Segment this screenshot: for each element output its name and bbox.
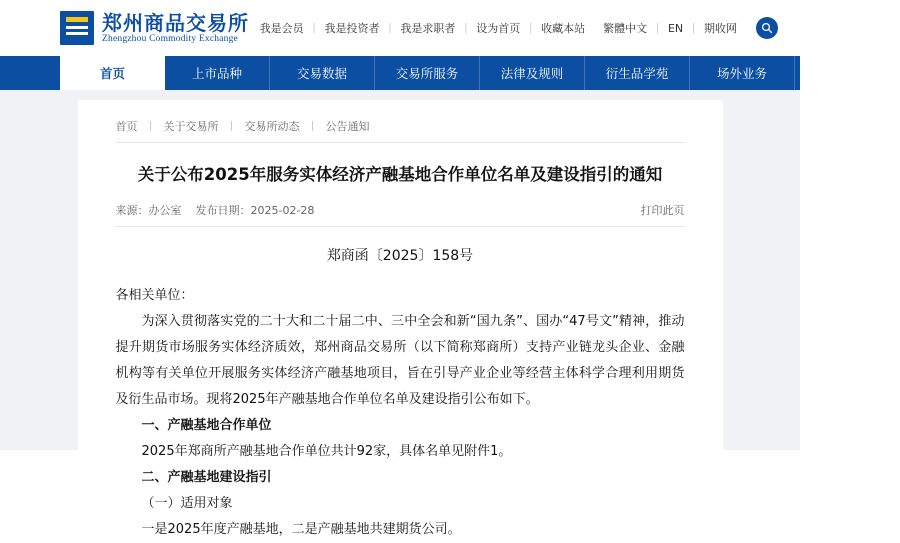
main-nav — [0, 56, 879, 90]
header-link-investor[interactable]: 我是投资者 — [324, 22, 380, 35]
page-title: 关于公布2025年服务实体经济产融基地合作单位名单及建设指引的通知 — [137, 165, 663, 184]
zce-logo-icon — [60, 11, 94, 45]
article-subsection-heading: （一）适用对象 — [141, 495, 233, 511]
breadcrumb-item-home[interactable]: 首页 — [115, 120, 138, 133]
article-paragraph: 各相关单位： — [115, 287, 194, 303]
article-section-heading: 一、产融基地合作单位 — [141, 417, 272, 433]
header-link-traditional-chinese[interactable]: 繁體中文 — [603, 22, 648, 35]
header-link-divider: | — [529, 22, 533, 34]
header-link-member[interactable]: 我是会员 — [259, 22, 304, 35]
breadcrumb-item-news[interactable]: 交易所动态 — [244, 120, 300, 133]
logo-title-cn: 郑州商品交易所 — [102, 11, 249, 35]
header-link-divider: | — [656, 22, 659, 34]
site-logo[interactable] — [60, 11, 249, 45]
article-card — [78, 100, 723, 543]
breadcrumb — [116, 112, 685, 143]
site-header — [0, 0, 800, 56]
article-meta — [116, 202, 685, 227]
header-link-bookmark[interactable]: 收藏本站 — [541, 22, 586, 35]
breadcrumb-item-announcements[interactable]: 公告通知 — [325, 120, 370, 133]
header-link-divider: | — [464, 22, 468, 34]
header-link-jobseeker[interactable]: 我是求职者 — [400, 22, 456, 35]
header-link-english[interactable]: EN — [667, 21, 684, 35]
document-number: 郑商函〔2025〕158号 — [326, 247, 474, 264]
article-date: 发布日期：2025-02-28 — [195, 203, 315, 217]
article-paragraph: 一是2025年度产融基地，二是产融基地共建期货公司。 — [141, 521, 461, 537]
header-link-set-homepage[interactable]: 设为首页 — [476, 22, 521, 35]
breadcrumb-separator: 丨 — [145, 120, 156, 133]
header-link-divider: | — [692, 22, 695, 34]
header-utility-links — [260, 17, 778, 39]
nav-item-exchange-services[interactable]: 交易所服务 — [375, 56, 480, 90]
nav-item-listed-products[interactable]: 上市品种 — [165, 56, 270, 90]
nav-item-otc-business[interactable]: 场外业务 — [690, 56, 795, 90]
header-link-futures-net[interactable]: 期收网 — [704, 22, 737, 35]
article-paragraph: 为深入贯彻落实党的二十大和二十届二中、三中全会和新“国九条”、国办“47号文”精神，推动提升期货市场服务实体经济质效，郑州商品交易所（以下简称郑商所）支持产业链龙头企业、金融机构等有关单位开展服务实体经济产融基地项目，旨在引导产业企业等经营主体科学合理利用期货及衍生品市场。现将2025年产融基地合作单位名单及建设指引公布如下。 — [115, 313, 685, 407]
article-source: 来源：办公室 — [115, 203, 182, 217]
breadcrumb-item-about[interactable]: 关于交易所 — [163, 120, 219, 133]
nav-item-about-exchange[interactable]: 关于交易所 — [795, 56, 900, 90]
article-section-heading: 二、产融基地建设指引 — [141, 469, 272, 485]
search-icon[interactable] — [756, 17, 778, 39]
page-background — [0, 90, 800, 537]
article-body — [116, 227, 685, 543]
article-paragraph: 2025年郑商所产融基地合作单位共计92家，具体名单见附件1。 — [141, 443, 512, 459]
nav-item-derivatives-academy[interactable]: 衍生品学苑 — [585, 56, 690, 90]
nav-item-trading-data[interactable]: 交易数据 — [270, 56, 375, 90]
nav-item-laws-rules[interactable]: 法律及规则 — [480, 56, 585, 90]
nav-item-home[interactable]: 首页 — [60, 56, 165, 90]
header-link-divider: | — [312, 22, 316, 34]
logo-title-en: Zhengzhou Commodity Exchange — [102, 34, 238, 44]
header-link-divider: | — [388, 22, 392, 34]
breadcrumb-separator: 丨 — [307, 120, 318, 133]
print-page-link[interactable]: 打印此页 — [640, 203, 685, 217]
breadcrumb-separator: 丨 — [226, 120, 237, 133]
